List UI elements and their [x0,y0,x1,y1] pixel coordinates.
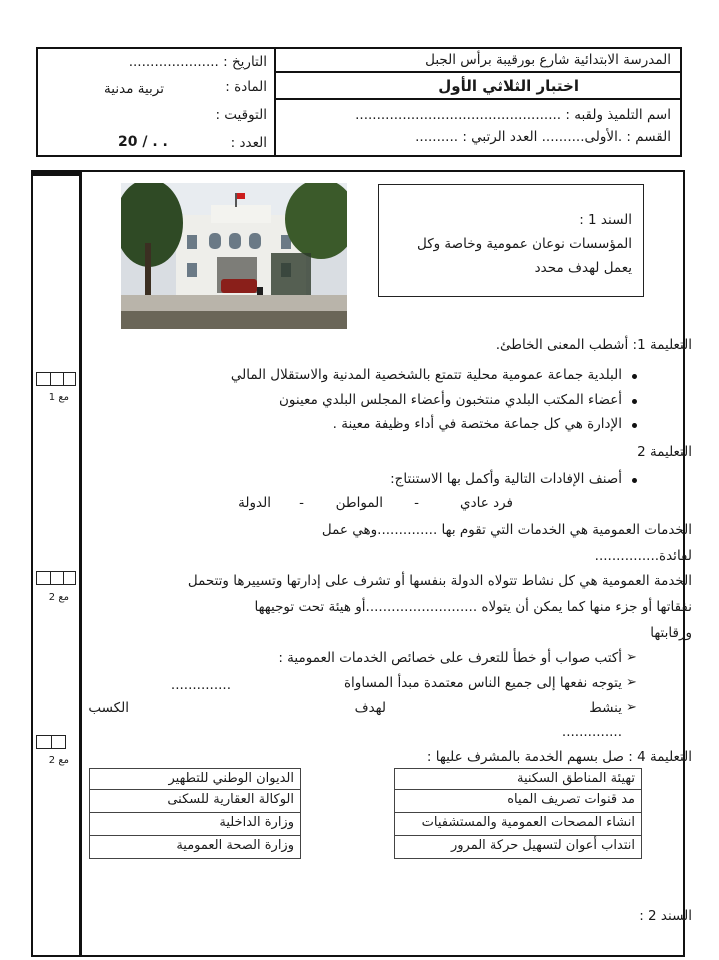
bullet [632,374,637,379]
service-cell[interactable]: تهيئة المناطق السكنية [394,768,642,790]
exam-title: اختبار الثلاثي الأول [438,77,579,95]
margin-column-line [79,170,82,957]
task-1-item: الإدارة هي كل جماعة مختصة في أداء وظيفة معينة . [332,416,622,432]
class-line: القسم : .الأولى.......... العدد الرتبي : .......... [415,129,671,145]
arrow-bullet-icon: ➢ [626,675,637,690]
arrow-bullet-icon: ➢ [626,700,637,715]
supervisor-cell[interactable]: الديوان الوطني للتطهير [89,768,301,790]
subject-label: المادة : [225,79,267,95]
supervisor-cell[interactable]: وزارة الداخلية [89,813,301,836]
word-option: فرد عادي [460,495,513,511]
header-row-line [274,71,682,73]
source-2-title: السند 2 : [639,908,692,924]
task-3-word: لهدف [354,700,386,716]
conclusion-line: ورقابتها [650,625,692,641]
score-box[interactable] [36,571,76,585]
word-separator: - [299,495,304,511]
service-cell[interactable]: انشاء المصحات العمومية والمستشفيات [394,813,642,836]
source-1-line: يعمل لهدف محدد [534,260,632,276]
school-name: المدرسة الابتدائية شارع بورقيبة برأس الجبل [425,52,671,68]
answer-blank: .............. [561,724,622,740]
task-1-item: أعضاء المكتب البلدي منتخبون وأعضاء المجلس البلدي معينون [279,392,622,408]
supervisor-cell[interactable]: وزارة الصحة العمومية [89,836,301,859]
conclusion-line: الخدمة العمومية هي كل نشاط تتولاه الدولة بنفسها أو تشرف على إدارتها وتسييرها وتتحمل [187,573,692,589]
task-3-item: يتوجه نفعها إلى جميع الناس معتمدة مبدأ المساواة [343,675,622,691]
bullet [632,423,637,428]
conclusion-line: الخدمات العمومية هي الخدمات التي تقوم بها ..............وهي عمل [321,522,692,538]
conclusion-line: نفقاتها أو جزء منها كما يمكن أن يتولاه ..........................أو هيئة تحت توجيهها [254,599,692,615]
task-2-title: التعليمة 2 [637,444,692,460]
bullet [632,399,637,404]
task-3-title: أكتب صواب أو خطأ للتعرف على خصائص الخدمات العمومية : [278,650,622,666]
supervisor-cell[interactable]: الوكالة العقارية للسكنى [89,790,301,813]
town-hall-photo [121,183,347,329]
conclusion-line: لفائدة............... [594,548,692,564]
date-field: التاريخ : ..................... [128,54,267,70]
service-cell[interactable]: انتداب أعوان لتسهيل حركة المرور [394,836,642,859]
header-divider [274,47,276,157]
word-option: المواطن [335,495,383,511]
timing-label: التوقيت : [215,107,267,123]
service-cell[interactable]: مد قنوات تصريف المياه [394,790,642,813]
task-1-title: التعليمة 1: أشطب المعنى الخاطئ. [495,337,692,353]
task-2-instruction: أصنف الإفادات التالية وأكمل بها الاستنتاج: [390,471,622,487]
criterion-label: مع 2 [48,755,69,766]
score-box[interactable] [36,735,66,749]
arrow-bullet-icon: ➢ [626,650,637,665]
criterion-label: مع 1 [48,392,69,403]
word-option: الدولة [238,495,271,511]
student-name-field: اسم التلميذ ولقبه : ................................................ [355,107,671,123]
header-row-line [274,98,682,100]
source-1-title: السند 1 : [579,212,632,228]
task-3-word: الكسب [88,700,129,716]
criterion-label: مع 2 [48,592,69,603]
task-3-item: ينشط [589,700,622,716]
grade-label: العدد : [230,135,267,151]
source-1-line: المؤسسات نوعان عمومية وخاصة وكل [416,236,632,252]
task-1-item: البلدية جماعة عمومية محلية تتمتع بالشخصية المدنية والاستقلال المالي [230,367,622,383]
word-separator: - [414,495,419,511]
margin-column-line [33,172,79,176]
grade-value: 20 / . . [118,134,168,150]
subject-value: تربية مدنية [104,81,164,97]
bullet [632,478,637,483]
answer-blank: .............. [170,677,231,693]
score-box[interactable] [36,372,76,386]
task-4-title: التعليمة 4 : صل بسهم الخدمة بالمشرف عليها : [426,749,692,765]
